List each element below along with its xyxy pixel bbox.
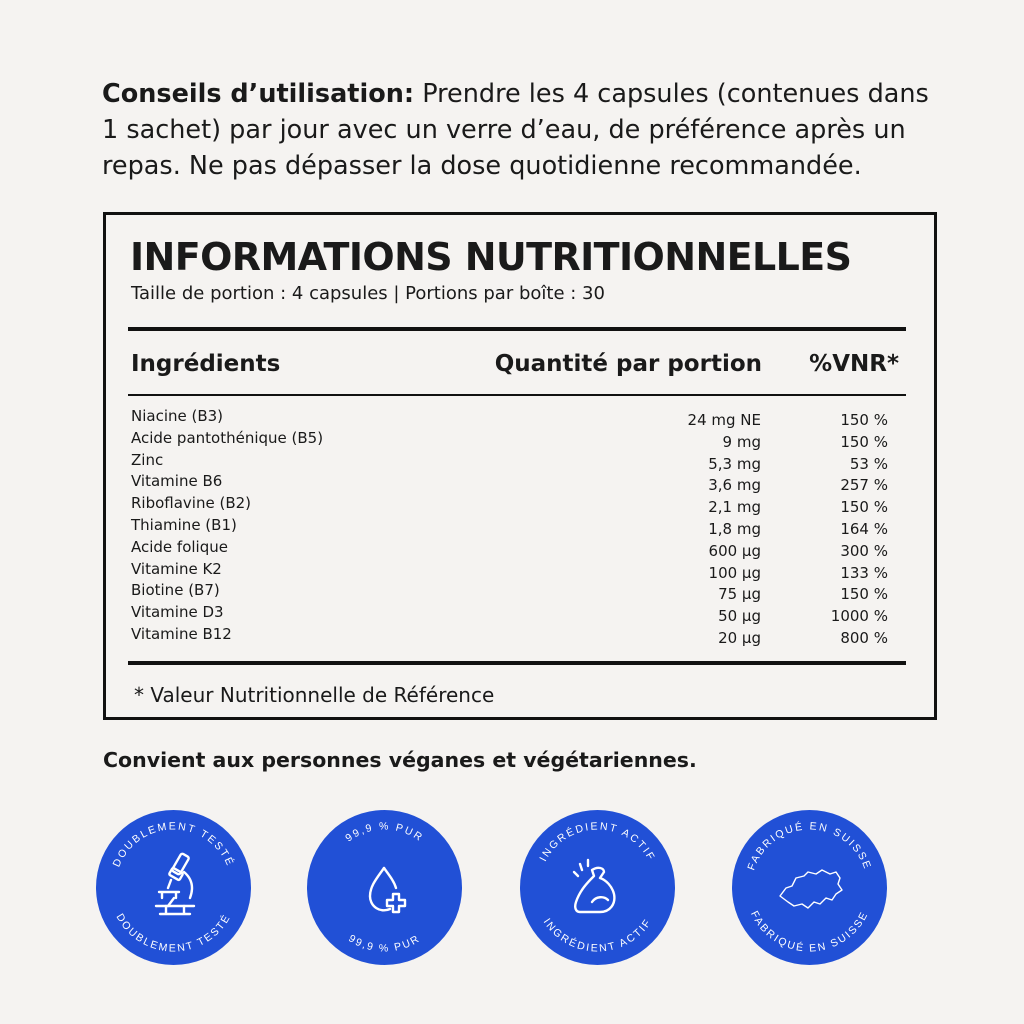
table-row — [128, 560, 888, 582]
badge-active-ingredient — [520, 810, 675, 965]
ingredient-vnr: 53 % — [849, 454, 888, 473]
table-row — [128, 603, 888, 625]
ingredient-name: Thiamine (B1) — [131, 515, 237, 534]
ingredient-vnr: 150 % — [840, 585, 888, 604]
badge-top-text: INGRÉDIENT ACTIF — [537, 820, 658, 864]
ingredient-quantity: 5,3 mg — [708, 454, 761, 473]
badge-bottom-text: INGRÉDIENT ACTIF — [540, 916, 655, 955]
ingredient-name: Riboflavine (B2) — [131, 494, 252, 513]
table-bottom-rule — [128, 661, 906, 665]
badge-pure — [307, 810, 462, 965]
table-row — [128, 625, 888, 647]
badge-circle — [520, 810, 675, 965]
ingredient-quantity: 50 µg — [718, 607, 761, 626]
ingredient-vnr: 800 % — [840, 628, 888, 647]
ingredient-quantity: 600 µg — [708, 541, 761, 560]
table-row — [128, 516, 888, 538]
usage-instructions — [102, 76, 932, 184]
badge-top-text: 99,9 % PUR — [343, 820, 426, 845]
serving-info: Taille de portion : 4 capsules | Portions par boîte : 30 — [131, 283, 605, 304]
ingredient-quantity: 9 mg — [722, 432, 761, 451]
badge-top-text: FABRIQUÉ EN SUISSE — [745, 820, 874, 872]
table-row — [128, 494, 888, 516]
ingredient-vnr: 164 % — [840, 519, 888, 538]
header-vnr: %VNR* — [809, 351, 899, 377]
table-row — [128, 429, 888, 451]
table-row — [128, 451, 888, 473]
ingredient-vnr: 1000 % — [830, 607, 888, 626]
header-bottom-rule — [128, 394, 906, 396]
header-ingredients: Ingrédients — [131, 351, 281, 377]
ingredient-name: Acide folique — [131, 537, 228, 556]
panel-title: INFORMATIONS NUTRITIONNELLES — [130, 235, 852, 279]
table-row — [128, 407, 888, 429]
badge-double-tested — [96, 810, 251, 965]
ingredient-name: Biotine (B7) — [131, 581, 220, 600]
ingredient-name: Vitamine K2 — [131, 559, 222, 578]
ingredient-name: Zinc — [131, 450, 164, 469]
ingredient-vnr: 150 % — [840, 498, 888, 517]
table-row — [128, 472, 888, 494]
ingredient-name: Vitamine D3 — [131, 603, 224, 622]
ingredient-quantity: 24 mg NE — [687, 411, 761, 429]
badge-bottom-text: FABRIQUÉ EN SUISSE — [748, 908, 871, 955]
usage-text: Prendre les 4 capsules (contenues dans 1 sachet) par jour avec un verre d’eau, de préférence après un repas. Ne pas dépasser la dose quotidienne recommandée. — [102, 79, 929, 181]
ingredient-quantity: 2,1 mg — [708, 498, 761, 517]
ingredient-vnr: 133 % — [840, 563, 888, 582]
ingredient-quantity: 1,8 mg — [708, 519, 761, 538]
badge-top-text: DOUBLEMENT TESTÉ — [110, 820, 237, 869]
vegan-note: Convient aux personnes véganes et végétariennes. — [103, 748, 697, 772]
header-top-rule — [128, 327, 906, 331]
table-row — [128, 581, 888, 603]
badge-made-in-switzerland — [732, 810, 887, 965]
ingredient-quantity: 3,6 mg — [708, 476, 761, 495]
ingredient-vnr: 300 % — [840, 541, 888, 560]
footnote: * Valeur Nutritionnelle de Référence — [134, 683, 495, 707]
usage-label: Conseils d’utilisation: — [102, 79, 415, 109]
ingredient-vnr: 150 % — [840, 411, 888, 429]
nutrition-facts-panel — [103, 212, 937, 720]
ingredient-quantity: 20 µg — [718, 628, 761, 647]
ingredient-vnr: 150 % — [840, 432, 888, 451]
ingredient-vnr: 257 % — [840, 476, 888, 495]
table-row — [128, 538, 888, 560]
ingredient-quantity: 100 µg — [708, 563, 761, 582]
ingredient-name: Vitamine B12 — [131, 624, 232, 643]
ingredient-name: Niacine (B3) — [131, 407, 224, 425]
header-quantity: Quantité par portion — [494, 351, 762, 377]
ingredient-name: Acide pantothénique (B5) — [131, 428, 324, 447]
badge-bottom-text: DOUBLEMENT TESTÉ — [113, 911, 234, 955]
badge-bottom-text: 99,9 % PUR — [346, 932, 423, 955]
badge-circle — [96, 810, 251, 965]
badge-circle — [732, 810, 887, 965]
ingredient-quantity: 75 µg — [718, 585, 761, 604]
ingredient-list — [128, 407, 888, 647]
ingredient-name: Vitamine B6 — [131, 472, 223, 491]
badge-circle — [307, 810, 462, 965]
